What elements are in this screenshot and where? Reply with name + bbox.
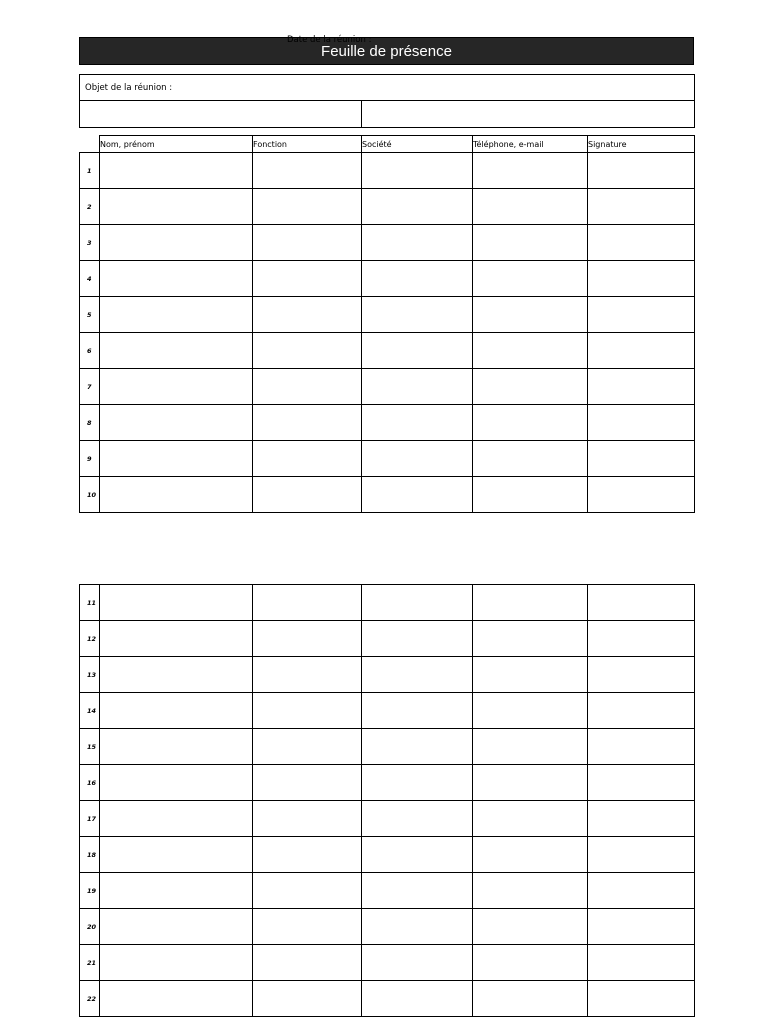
cell-contact[interactable] [473,369,588,405]
cell-name[interactable] [100,909,253,945]
cell-company[interactable] [362,261,473,297]
table-row [80,225,695,261]
table-row [80,297,695,333]
cell-company[interactable] [362,981,473,1017]
cell-function[interactable] [253,765,362,801]
cell-name[interactable] [100,945,253,981]
row-number: 18 [80,837,100,873]
row-number: 20 [80,909,100,945]
cell-signature[interactable] [588,405,695,441]
meeting-subject-label: Objet de la réunion : [85,83,173,93]
row-number: 10 [80,477,100,513]
cell-signature[interactable] [588,225,695,261]
cell-company[interactable] [362,801,473,837]
cell-contact[interactable] [473,405,588,441]
cell-contact[interactable] [473,441,588,477]
cell-name[interactable] [100,189,253,225]
cell-company[interactable] [362,225,473,261]
cell-company[interactable] [362,837,473,873]
cell-company[interactable] [362,297,473,333]
cell-contact[interactable] [473,945,588,981]
row-number: 16 [80,765,100,801]
cell-company[interactable] [362,873,473,909]
cell-name[interactable] [100,693,253,729]
cell-function[interactable] [253,405,362,441]
cell-function[interactable] [253,657,362,693]
meeting-date-label: Date de la réunion : [287,35,372,45]
row-number: 11 [80,585,100,621]
cell-company[interactable] [362,369,473,405]
table-row [80,837,695,873]
cell-contact[interactable] [473,729,588,765]
table-row [80,585,695,621]
table-row [80,477,695,513]
attendance-table-2 [79,584,695,1017]
cell-contact[interactable] [473,261,588,297]
cell-function[interactable] [253,441,362,477]
row-number: 3 [80,225,100,261]
table-row [80,261,695,297]
cell-name[interactable] [100,441,253,477]
cell-company[interactable] [362,189,473,225]
row-number: 2 [80,189,100,225]
cell-function[interactable] [253,801,362,837]
row-number: 17 [80,801,100,837]
row-number: 7 [80,369,100,405]
table-row [80,909,695,945]
column-header-function: Fonction [253,136,362,153]
cell-name[interactable] [100,477,253,513]
cell-signature[interactable] [588,333,695,369]
cell-function[interactable] [253,837,362,873]
cell-function[interactable] [253,189,362,225]
table-row [80,153,695,189]
cell-signature[interactable] [588,909,695,945]
cell-function[interactable] [253,621,362,657]
cell-signature[interactable] [588,873,695,909]
table-row [80,657,695,693]
attendance-table-1 [79,135,695,513]
cell-name[interactable] [100,261,253,297]
row-number: 15 [80,729,100,765]
cell-contact[interactable] [473,477,588,513]
table-row [80,621,695,657]
cell-name[interactable] [100,585,253,621]
cell-function[interactable] [253,477,362,513]
cell-name[interactable] [100,225,253,261]
table-row [80,945,695,981]
row-number: 12 [80,621,100,657]
cell-signature[interactable] [588,477,695,513]
cell-function[interactable] [253,693,362,729]
cell-signature[interactable] [588,369,695,405]
cell-signature[interactable] [588,621,695,657]
table-row [80,693,695,729]
meeting-subject-row[interactable] [80,75,694,101]
cell-name[interactable] [100,837,253,873]
cell-name[interactable] [100,333,253,369]
cell-company[interactable] [362,909,473,945]
cell-contact[interactable] [473,333,588,369]
cell-contact[interactable] [473,621,588,657]
cell-company[interactable] [362,657,473,693]
cell-company[interactable] [362,585,473,621]
cell-signature[interactable] [588,297,695,333]
cell-company[interactable] [362,729,473,765]
table-row [80,981,695,1017]
cell-function[interactable] [253,369,362,405]
cell-company[interactable] [362,333,473,369]
cell-contact[interactable] [473,657,588,693]
cell-name[interactable] [100,369,253,405]
row-number: 9 [80,441,100,477]
cell-company[interactable] [362,621,473,657]
cell-company[interactable] [362,441,473,477]
cell-signature[interactable] [588,657,695,693]
table-row [80,369,695,405]
cell-name[interactable] [100,729,253,765]
sheet-title [79,37,694,65]
table-row [80,333,695,369]
cell-signature[interactable] [588,765,695,801]
cell-signature[interactable] [588,981,695,1017]
column-header-name: Nom, prénom [100,136,253,153]
cell-company[interactable] [362,405,473,441]
row-number: 6 [80,333,100,369]
row-number: 22 [80,981,100,1017]
cell-contact[interactable] [473,909,588,945]
row-number: 5 [80,297,100,333]
row-number: 21 [80,945,100,981]
table-row [80,405,695,441]
cell-signature[interactable] [588,693,695,729]
cell-contact[interactable] [473,801,588,837]
cell-contact[interactable] [473,297,588,333]
table-row [80,873,695,909]
cell-function[interactable] [253,729,362,765]
cell-contact[interactable] [473,981,588,1017]
row-number: 14 [80,693,100,729]
row-number: 1 [80,153,100,189]
column-header-signature: Signature [588,136,695,153]
cell-function[interactable] [253,297,362,333]
column-header-contact: Téléphone, e-mail [473,136,588,153]
cell-name[interactable] [100,801,253,837]
cell-function[interactable] [253,585,362,621]
table-header-row [80,136,695,153]
cell-signature[interactable] [588,945,695,981]
cell-name[interactable] [100,153,253,189]
cell-name[interactable] [100,765,253,801]
cell-signature[interactable] [588,189,695,225]
cell-signature[interactable] [588,153,695,189]
sheet-title-text: Feuille de présence [321,42,452,60]
table-row [80,441,695,477]
table-row [80,729,695,765]
cell-signature[interactable] [588,837,695,873]
cell-contact[interactable] [473,873,588,909]
column-header-company: Société [362,136,473,153]
cell-company[interactable] [362,153,473,189]
cell-contact[interactable] [473,693,588,729]
cell-function[interactable] [253,981,362,1017]
cell-name[interactable] [100,657,253,693]
cell-name[interactable] [100,981,253,1017]
table-row [80,189,695,225]
row-number: 13 [80,657,100,693]
cell-signature[interactable] [588,801,695,837]
table-row [80,765,695,801]
meeting-info-box [79,74,695,128]
cell-contact[interactable] [473,765,588,801]
cell-contact[interactable] [473,189,588,225]
cell-signature[interactable] [588,729,695,765]
cell-contact[interactable] [473,837,588,873]
cell-contact[interactable] [473,153,588,189]
header-blank-cell [80,136,100,153]
cell-company[interactable] [362,945,473,981]
meta-divider [361,101,362,128]
cell-name[interactable] [100,621,253,657]
cell-company[interactable] [362,693,473,729]
cell-name[interactable] [100,297,253,333]
cell-contact[interactable] [473,225,588,261]
cell-name[interactable] [100,405,253,441]
cell-signature[interactable] [588,441,695,477]
cell-function[interactable] [253,873,362,909]
cell-function[interactable] [253,225,362,261]
cell-company[interactable] [362,765,473,801]
table-row [80,801,695,837]
cell-function[interactable] [253,333,362,369]
row-number: 4 [80,261,100,297]
cell-signature[interactable] [588,261,695,297]
cell-function[interactable] [253,945,362,981]
cell-company[interactable] [362,477,473,513]
cell-contact[interactable] [473,585,588,621]
row-number: 8 [80,405,100,441]
cell-function[interactable] [253,909,362,945]
cell-function[interactable] [253,261,362,297]
cell-function[interactable] [253,153,362,189]
cell-signature[interactable] [588,585,695,621]
row-number: 19 [80,873,100,909]
cell-name[interactable] [100,873,253,909]
